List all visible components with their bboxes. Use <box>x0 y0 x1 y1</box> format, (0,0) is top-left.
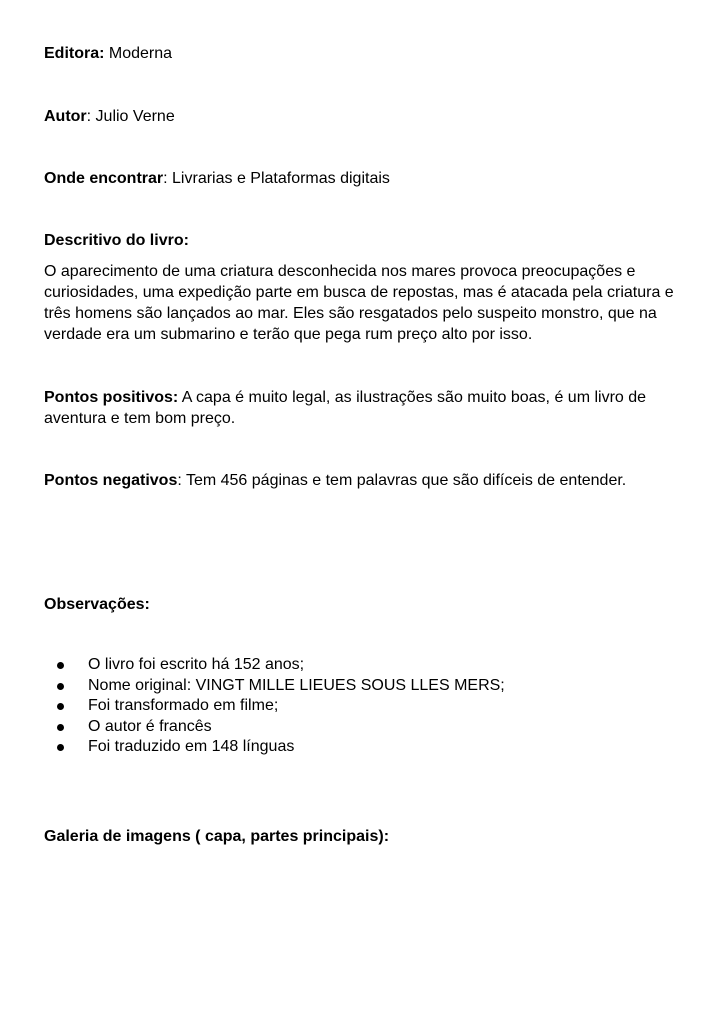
bullet-icon <box>57 744 64 751</box>
observacoes-heading-text: Observações: <box>44 596 150 613</box>
bullet-icon <box>57 703 64 710</box>
list-item <box>44 737 505 758</box>
autor-line <box>44 106 704 127</box>
list-item <box>44 655 505 676</box>
autor-value: : Julio Verne <box>86 108 175 125</box>
pontos-positivos-text: A capa é muito legal, as ilustrações são muito boas, é um livro de aventura e tem bom preço. <box>44 389 647 427</box>
list-item <box>44 717 505 738</box>
pontos-positivos-paragraph <box>44 387 694 429</box>
descritivo-text: O aparecimento de uma criatura desconhecida nos mares provoca preocupações e curiosidades, uma expedição parte em busca de repostas, mas é atacada pela criatura e três homens são lançados ao mar. Eles são resgatados pelo suspeito monstro, que na verdade era um submarino e terão que pega rum preço alto por isso. <box>44 263 674 343</box>
list-item-text: Foi traduzido em 148 línguas <box>88 738 295 755</box>
observacoes-heading <box>44 594 704 615</box>
editora-label: Editora: <box>44 45 105 62</box>
list-item <box>44 676 505 697</box>
descritivo-heading <box>44 230 704 251</box>
observacoes-list <box>44 655 505 758</box>
pontos-positivos-label: Pontos positivos: <box>44 389 179 406</box>
list-item-text: O livro foi escrito há 152 anos; <box>88 656 305 673</box>
editora-line <box>44 43 704 64</box>
bullet-icon <box>57 662 64 669</box>
onde-encontrar-line <box>44 168 704 189</box>
onde-encontrar-value: : Livrarias e Plataformas digitais <box>163 170 390 187</box>
editora-value: Moderna <box>104 45 173 62</box>
list-item-text: Nome original: VINGT MILLE LIEUES SOUS LLES MERS; <box>88 676 505 694</box>
pontos-negativos-label: Pontos negativos <box>44 472 178 489</box>
galeria-heading-text: Galeria de imagens ( capa, partes principais): <box>44 828 390 845</box>
bullet-icon <box>57 724 64 731</box>
onde-encontrar-label: Onde encontrar <box>44 170 164 187</box>
bullet-icon <box>57 683 64 690</box>
list-item-text: Foi transformado em filme; <box>88 697 279 714</box>
galeria-heading <box>44 826 704 847</box>
list-item <box>44 696 505 717</box>
descritivo-heading-text: Descritivo do livro: <box>44 232 189 249</box>
pontos-negativos-text: : Tem 456 páginas e tem palavras que são difíceis de entender. <box>177 472 627 489</box>
autor-label: Autor <box>44 108 87 125</box>
pontos-negativos-line <box>44 470 704 491</box>
list-item-text: O autor é francês <box>88 717 212 735</box>
